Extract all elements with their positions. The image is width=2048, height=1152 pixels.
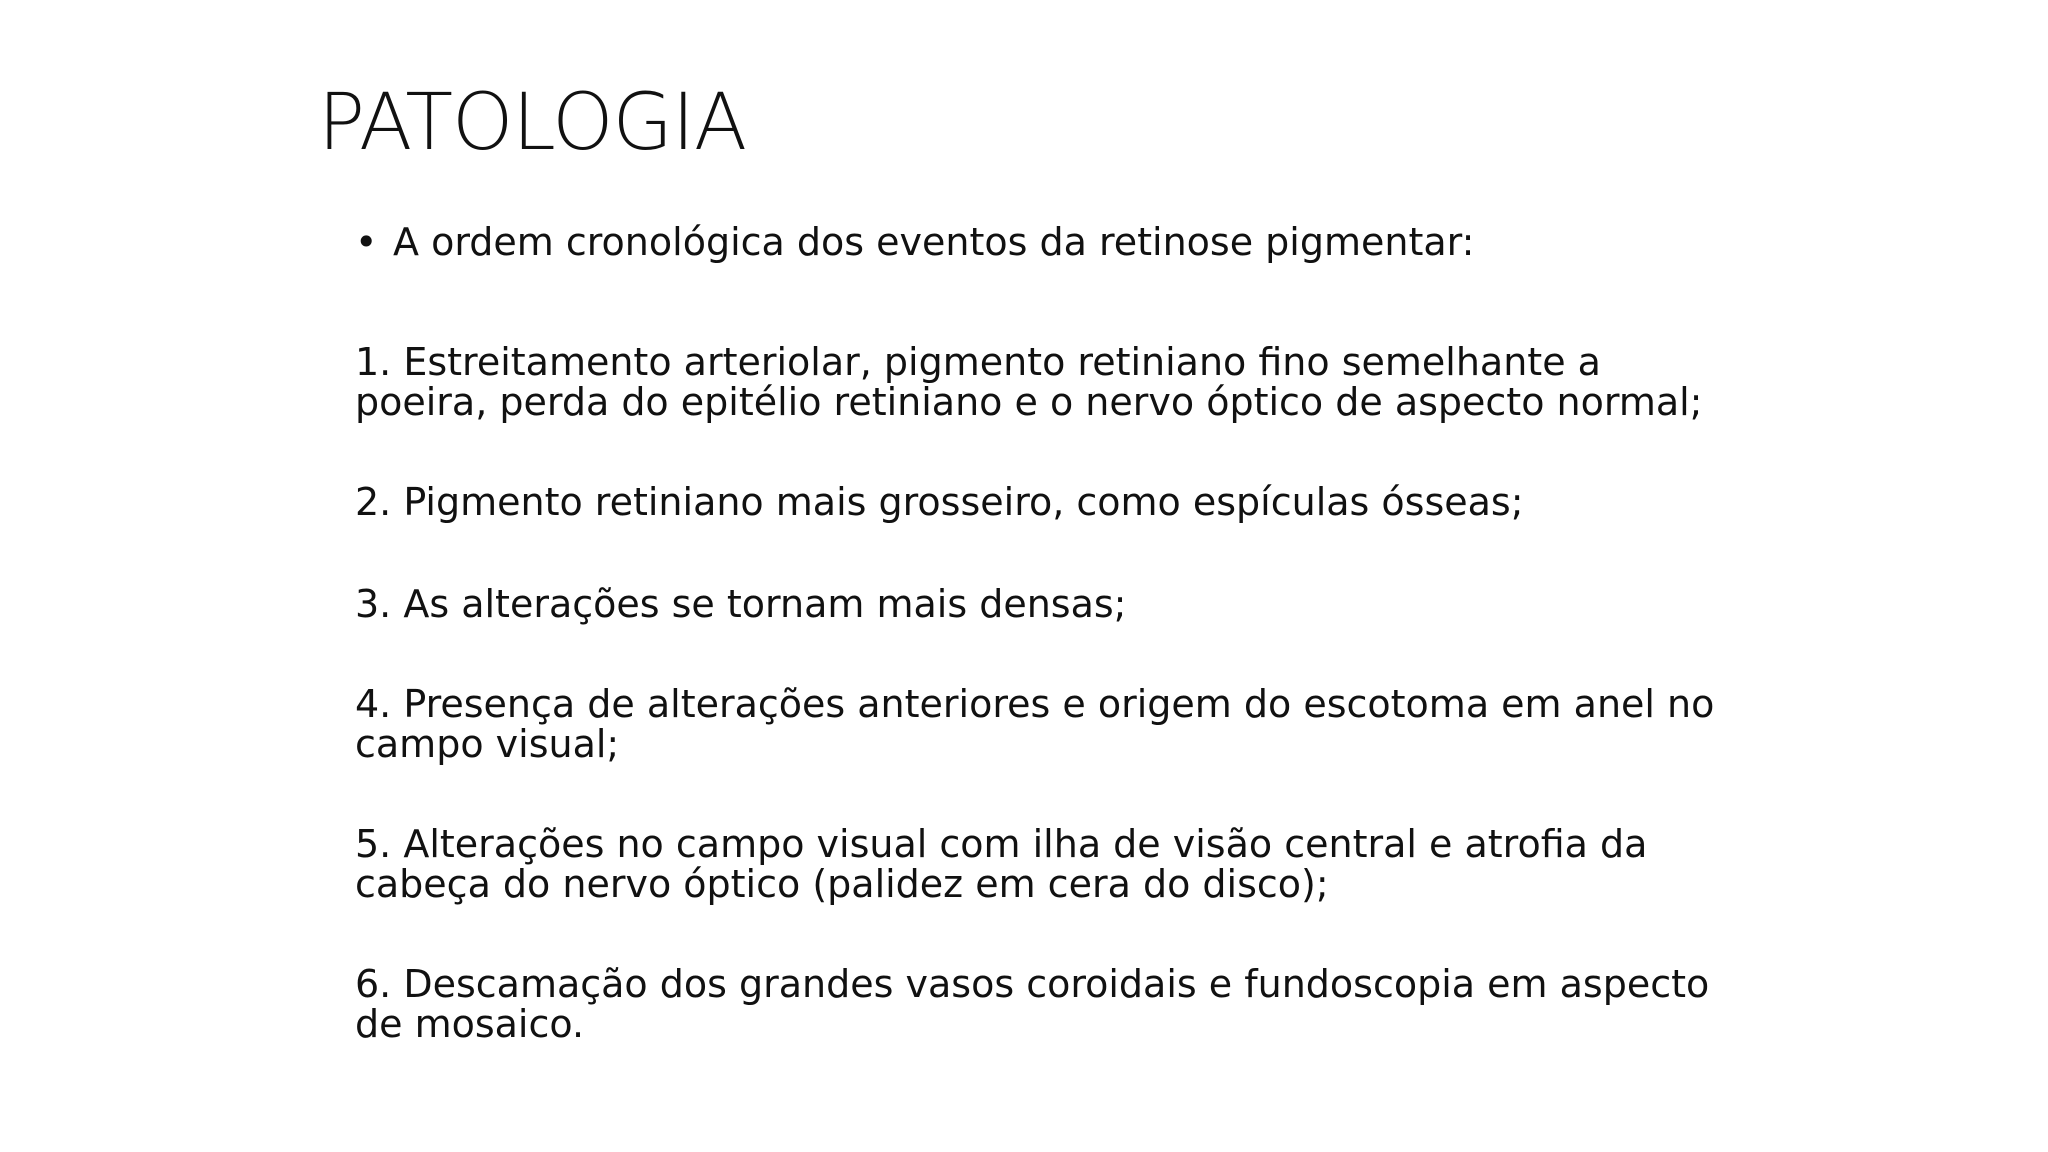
step-item-6 xyxy=(355,964,1735,1044)
bullet-item xyxy=(355,222,1735,282)
step-4-line-1: 4. Presença de alterações anteriores e origem do escotoma em anel no xyxy=(355,682,1715,726)
slide-content xyxy=(355,222,1735,1044)
step-5-line-1: 5. Alterações no campo visual com ilha de visão central e atrofia da xyxy=(355,822,1648,866)
step-item-2 xyxy=(355,482,1735,522)
step-item-4 xyxy=(355,684,1735,764)
step-item-1 xyxy=(355,342,1735,422)
step-1-line-1: 1. Estreitamento arteriolar, pigmento retiniano fino semelhante a xyxy=(355,340,1601,384)
step-1-line-2: poeira, perda do epitélio retiniano e o nervo óptico de aspecto normal; xyxy=(355,380,1703,424)
bullet-marker: • xyxy=(355,220,378,264)
step-3-line-1: 3. As alterações se tornam mais densas; xyxy=(355,582,1127,626)
bullet-text: A ordem cronológica dos eventos da retinose pigmentar: xyxy=(393,220,1475,264)
step-2-line-1: 2. Pigmento retiniano mais grosseiro, como espículas ósseas; xyxy=(355,480,1524,524)
step-item-3 xyxy=(355,584,1735,624)
step-5-line-2: cabeça do nervo óptico (palidez em cera do disco); xyxy=(355,862,1329,906)
slide-title: PATOLOGIA xyxy=(318,78,747,168)
step-item-5 xyxy=(355,824,1735,904)
step-4-line-2: campo visual; xyxy=(355,722,620,766)
step-6-line-1: 6. Descamação dos grandes vasos coroidais e fundoscopia em aspecto xyxy=(355,962,1710,1006)
step-6-line-2: de mosaico. xyxy=(355,1002,585,1046)
